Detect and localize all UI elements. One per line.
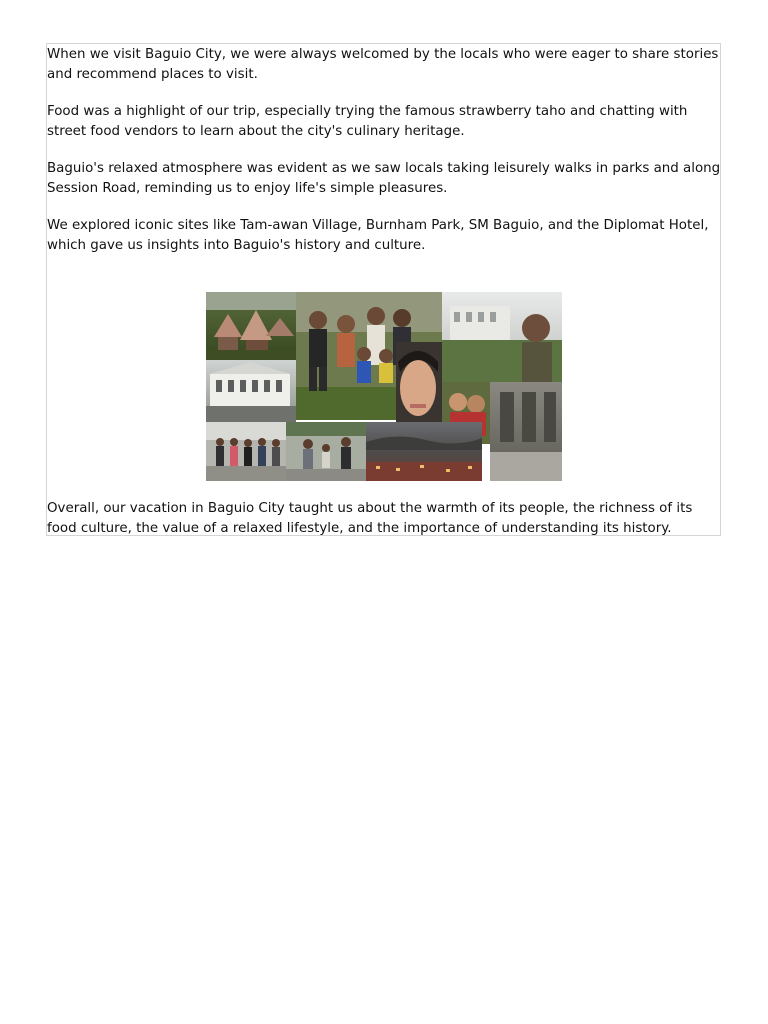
photo-village bbox=[206, 292, 296, 360]
photo-heritage-building bbox=[206, 360, 296, 422]
photo-selfie bbox=[396, 342, 442, 422]
photo-group-railing bbox=[206, 422, 286, 481]
photo-collage-graphic bbox=[206, 292, 562, 481]
photo-family-outdoor bbox=[286, 422, 366, 481]
photo-collage bbox=[206, 292, 562, 481]
paragraph-atmosphere: Baguio's relaxed atmosphere was evident as we saw locals taking leisurely walks in parks and along Session Road, reminding us to enjoy life's simple pleasures. bbox=[47, 161, 721, 196]
paragraph-food: Food was a highlight of our trip, especially trying the famous strawberry taho and chatting with street food vendors to learn about the city's culinary heritage. bbox=[47, 104, 688, 139]
photo-building bbox=[442, 292, 562, 382]
paragraph-welcome: When we visit Baguio City, we were always welcomed by the locals who were eager to share stories and recommend places to visit. bbox=[47, 47, 719, 82]
photo-city-view bbox=[366, 422, 482, 481]
paragraph-sites: We explored iconic sites like Tam-awan Village, Burnham Park, SM Baguio, and the Diplomat Hotel, which gave us insights into Baguio's history and culture. bbox=[47, 218, 709, 253]
paragraph-conclusion: Overall, our vacation in Baguio City taught us about the warmth of its people, the richness of its food culture, the value of a relaxed lifestyle, and the importance of understanding its history. bbox=[47, 501, 693, 536]
